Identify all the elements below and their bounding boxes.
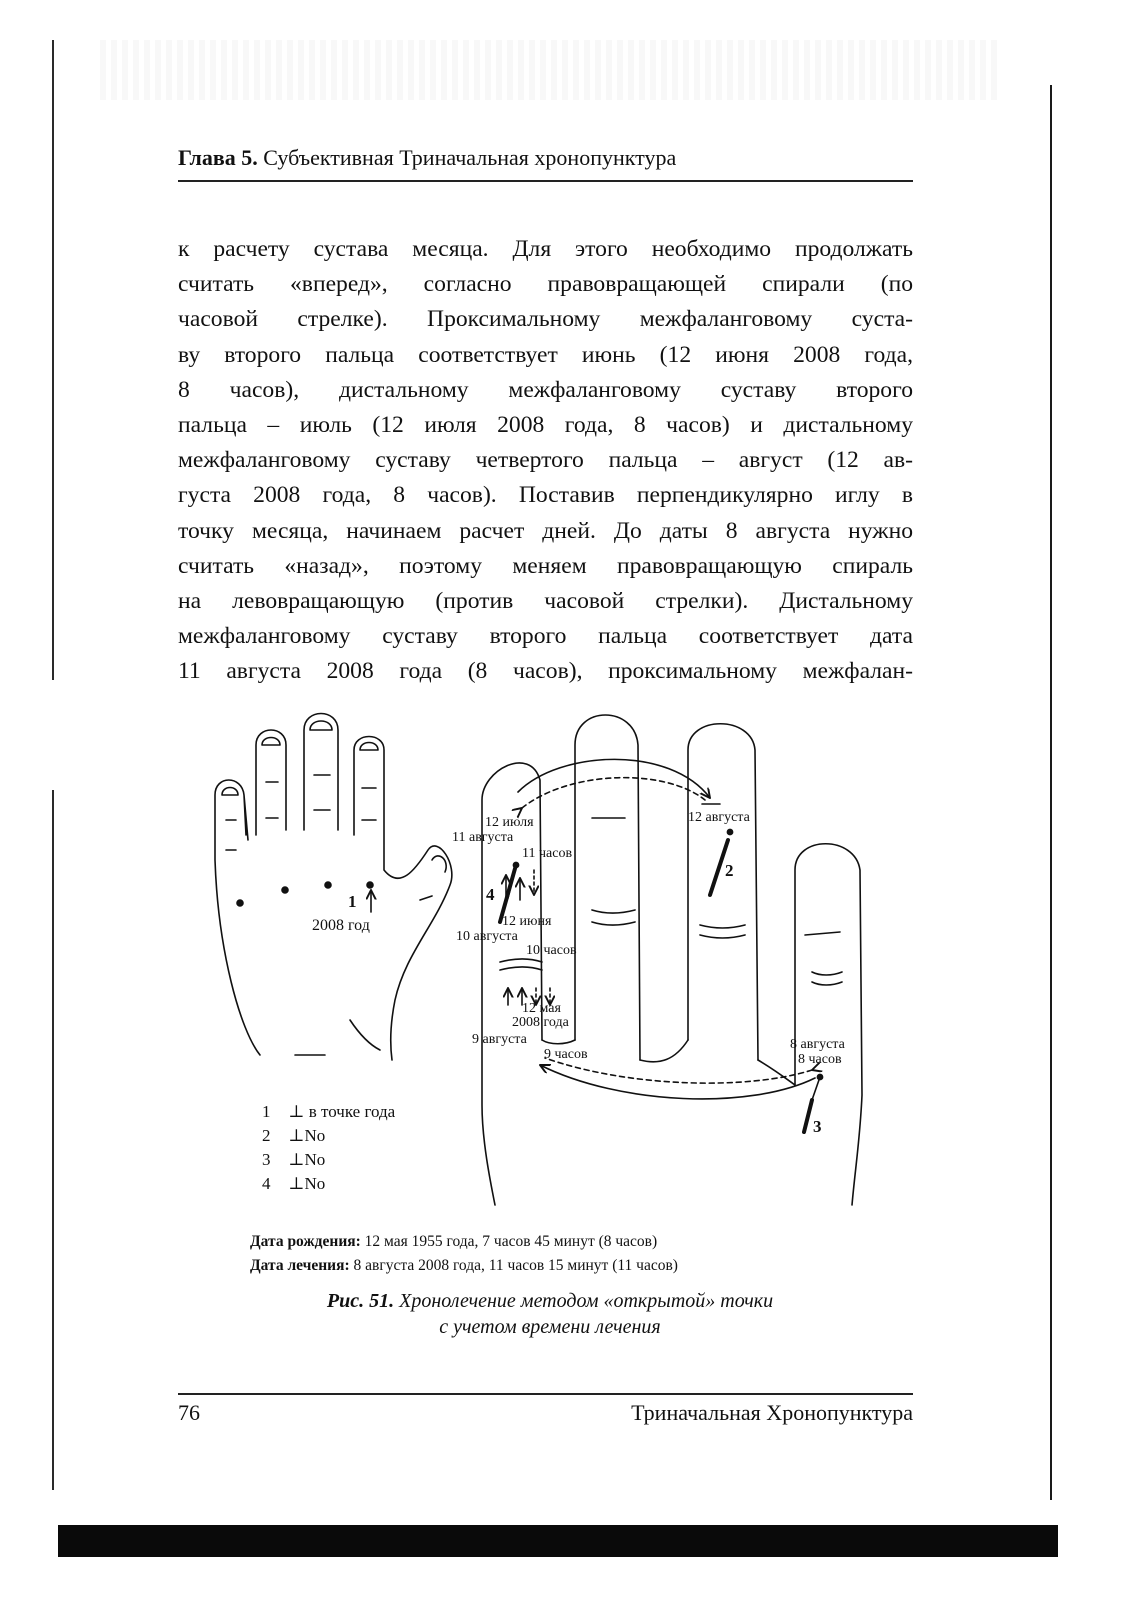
left-hand [215,714,452,1061]
treatment-date-value: 8 августа 2008 года, 11 часов 15 минут (11 часов) [353,1257,678,1274]
body-paragraph [178,232,913,690]
caption-text-2: с учетом времени лечения [439,1316,661,1338]
legend-text: ⊥ в точке года [288,1102,396,1121]
label-jun12: 12 июня [502,914,552,929]
label-aug10: 10 августа [456,929,518,944]
legend-row [262,1124,395,1148]
legend-text: ⊥No [288,1150,326,1169]
needle-4-number: 4 [486,885,495,904]
body-line: 8 часов), дистальному межфаланговому суставу второго [178,376,913,403]
birth-date-line [250,1230,678,1254]
legend-row [262,1172,395,1196]
body-line: к расчету сустава месяца. Для этого необходимо продолжать [178,236,913,262]
body-line: точку месяца, начинаем расчет дней. До даты 8 августа нужно [178,517,913,544]
right-hand [482,715,862,1205]
label-2008: 2008 года [512,1015,569,1030]
page-number: 76 [178,1400,200,1425]
label-aug9: 9 августа [472,1032,527,1047]
legend-row [262,1148,395,1172]
caption-text-1: Хронолечение методом «открытой» точки [399,1290,774,1312]
footer-book-title: Триначальная Хронопунктура [631,1400,913,1425]
body-line: часовой стрелке). Проксимальному межфаланговому суста- [178,306,913,333]
legend-num: 2 [262,1126,271,1145]
body-line: 11 августа 2008 года (8 часов), проксимальному межфалан- [178,658,913,685]
legend-row [262,1100,395,1124]
label-aug12: 12 августа [688,810,750,825]
scan-edge-left-lower [52,790,54,1490]
year-label: 2008 год [312,917,370,934]
scan-edge-bottom [58,1525,1058,1557]
legend-text: ⊥No [288,1126,326,1145]
running-header [178,145,913,171]
header-rule [178,180,913,182]
needle-2-number: 2 [725,861,734,880]
legend-num: 3 [262,1150,271,1169]
caption-line-1 [230,1288,870,1314]
body-line: межфаланговому суставу второго пальца соответствует дата [178,623,913,650]
label-h8: 8 часов [798,1052,842,1067]
chapter-label: Глава 5. [178,145,258,170]
body-line: межфаланговому суставу четвертого пальца – август (12 ав- [178,447,913,474]
birth-date-label: Дата рождения: [250,1233,361,1250]
figure-dates [250,1230,678,1278]
footer-rule [178,1393,913,1395]
treatment-date-line [250,1254,678,1278]
needle-3-number: 3 [813,1117,822,1136]
label-may12: 12 мая [522,1001,561,1016]
label-aug11: 11 августа [452,830,514,845]
chapter-title: Субъективная Триначальная хронопунктура [263,145,677,170]
legend-num: 1 [262,1102,271,1121]
body-line: на левовращающую (против часовой стрелки). Дистальному [178,588,913,615]
legend-text: ⊥No [288,1174,326,1193]
caption-label: Рис. 51. [326,1290,395,1312]
scan-bleed-through [100,40,1000,100]
body-line: пальца – июль (12 июля 2008 года, 8 часов) и дистальному [178,412,913,439]
legend-num: 4 [262,1174,271,1193]
figure-caption [230,1288,870,1340]
body-line: считать «назад», поэтому меняем правовращающую спираль [178,552,913,579]
scan-edge-right [1050,85,1052,1500]
label-h9: 9 часов [544,1047,588,1062]
birth-date-value: 12 мая 1955 года, 7 часов 45 минут (8 часов) [364,1233,658,1250]
body-line: считать «вперед», согласно правовращающей спирали (по [178,271,913,298]
scan-edge-left [52,40,54,680]
left-hand-marker: 1 [348,892,357,911]
body-line: ву второго пальца соответствует июнь (12 июня 2008 года, [178,341,913,368]
figure-legend [262,1100,395,1196]
label-h10: 10 часов [526,943,577,958]
label-h11: 11 часов [522,846,573,861]
body-line: густа 2008 года, 8 часов). Поставив перпендикулярно иглу в [178,482,913,509]
treatment-date-label: Дата лечения: [250,1257,350,1274]
label-jul12: 12 июля [485,815,534,830]
label-aug8: 8 августа [790,1037,845,1052]
